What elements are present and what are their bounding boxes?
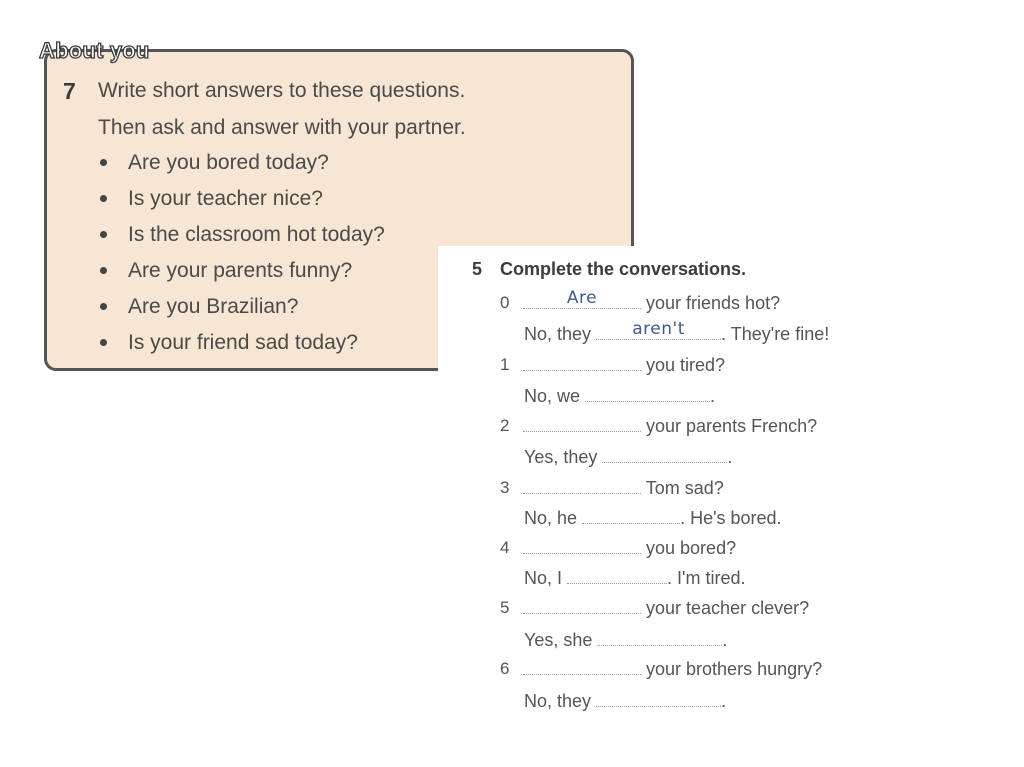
question-item — [98, 182, 385, 218]
handwritten-answer: Are — [566, 288, 598, 308]
about-you-title: About you — [39, 38, 150, 63]
answer-line — [524, 689, 726, 713]
answer-start: No, I — [524, 568, 563, 588]
answer-blank[interactable] — [523, 477, 641, 494]
handwritten-answer: aren't — [632, 319, 685, 339]
answer-blank[interactable] — [523, 354, 641, 371]
answer-line — [524, 319, 830, 346]
answer-line — [524, 506, 782, 530]
question-item — [98, 218, 385, 254]
answer-start: Yes, she — [524, 630, 593, 650]
question-item — [98, 326, 385, 362]
exercise-5-number: 5 — [472, 259, 483, 279]
answer-blank[interactable] — [602, 446, 727, 463]
answer-end: . — [721, 691, 727, 711]
answer-end: . — [727, 447, 733, 467]
answer-blank[interactable] — [585, 385, 710, 402]
question-text: Are you Brazilian? — [128, 295, 299, 318]
answer-blank[interactable] — [523, 597, 641, 614]
exercise-5-heading: Complete the conversations. — [500, 259, 747, 279]
exercise-7-instruction-line-2: Then ask and answer with your partner. — [98, 116, 466, 139]
question-text: Are you bored today? — [128, 151, 329, 174]
bullet-icon — [100, 303, 107, 310]
answer-line — [524, 445, 732, 469]
answer-blank[interactable] — [596, 690, 721, 707]
answer-blank[interactable] — [523, 658, 641, 675]
question-text: your teacher clever? — [646, 598, 810, 618]
answer-blank[interactable] — [523, 415, 641, 432]
question-line — [523, 476, 724, 500]
question-item — [98, 146, 385, 182]
answer-end: . They're fine! — [721, 324, 830, 344]
answer-line — [524, 628, 727, 652]
answer-start: No, he — [524, 508, 578, 528]
answer-end: . He's bored. — [680, 508, 782, 528]
answer-start: No, they — [524, 324, 592, 344]
question-text: Tom sad? — [645, 478, 724, 498]
answer-start: Yes, they — [524, 447, 598, 467]
answer-blank[interactable] — [597, 629, 722, 646]
answer-start: No, we — [524, 386, 581, 406]
bullet-icon — [100, 267, 107, 274]
answer-end: . — [710, 386, 716, 406]
question-text: your parents French? — [646, 416, 818, 436]
question-text: your brothers hungry? — [646, 659, 823, 679]
item-number: 2 — [500, 416, 510, 435]
answer-blank[interactable] — [523, 537, 641, 554]
item-number: 6 — [500, 659, 510, 678]
answer-blank[interactable] — [567, 567, 667, 584]
question-line — [523, 596, 809, 620]
question-text: you tired? — [646, 355, 726, 375]
question-line — [523, 288, 781, 315]
item-number: 4 — [500, 538, 510, 557]
question-text: Is the classroom hot today? — [128, 223, 385, 246]
bullet-icon — [100, 339, 107, 346]
question-line — [523, 657, 822, 681]
answer-blank[interactable] — [523, 288, 641, 309]
question-line — [523, 414, 817, 438]
question-line — [523, 536, 736, 560]
item-number: 0 — [500, 293, 510, 312]
bullet-icon — [100, 195, 107, 202]
answer-end: . — [722, 630, 728, 650]
question-text: Is your friend sad today? — [128, 331, 358, 354]
bullet-icon — [100, 159, 107, 166]
question-item — [98, 254, 385, 290]
question-text: your friends hot? — [646, 293, 781, 313]
exercise-7-question-list — [98, 146, 385, 362]
question-item — [98, 290, 385, 326]
item-number: 1 — [500, 355, 510, 374]
bullet-icon — [100, 231, 107, 238]
question-line — [523, 353, 725, 377]
answer-blank[interactable] — [596, 319, 721, 340]
question-text: Is your teacher nice? — [128, 187, 323, 210]
answer-start: No, they — [524, 691, 592, 711]
question-text: Are your parents funny? — [128, 259, 353, 282]
answer-end: . I'm tired. — [667, 568, 746, 588]
answer-line — [524, 566, 745, 590]
exercise-7-number: 7 — [63, 78, 76, 104]
item-number: 5 — [500, 598, 510, 617]
answer-blank[interactable] — [582, 507, 680, 524]
item-number: 3 — [500, 478, 510, 497]
question-text: you bored? — [646, 538, 737, 558]
answer-line — [524, 384, 715, 408]
exercise-7-instruction-line-1: Write short answers to these questions. — [98, 79, 466, 102]
